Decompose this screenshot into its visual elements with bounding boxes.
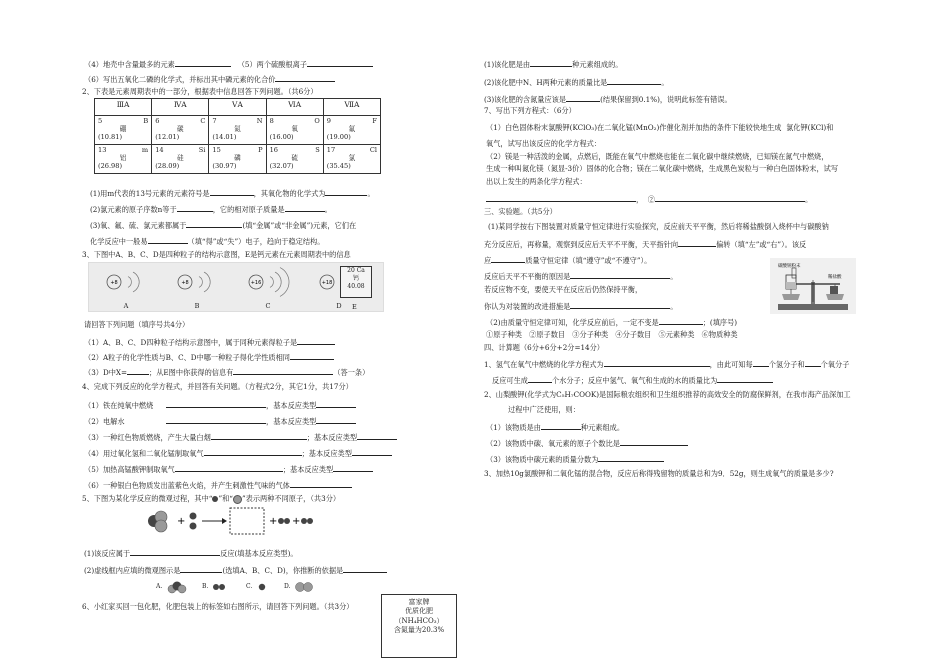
answer-blank[interactable] xyxy=(598,453,664,462)
q2-3c-text: 化学反应中一般易 xyxy=(90,237,148,246)
answer-blank[interactable] xyxy=(211,431,307,440)
answer-blank[interactable] xyxy=(148,235,188,244)
option-a-icon[interactable] xyxy=(165,580,189,594)
element-cell xyxy=(266,145,323,174)
q7-2-num-2: ② xyxy=(647,195,655,204)
element-cell xyxy=(266,116,323,145)
q3-intro: 请回答下列问题（填序号共4分） xyxy=(84,320,190,329)
answer-blank[interactable] xyxy=(285,203,325,212)
q4-3-type: ；基本反应类型 xyxy=(306,433,358,442)
answer-blank[interactable] xyxy=(352,447,392,456)
q7-2b-text: 生成一种叫氮化镁（氮显-3价）固体的化合物；镁在二氧化碳中燃烧，生成黑色炭粒与一种白色固体粉末，试写 xyxy=(486,164,839,173)
q2-1-text: (1)用m代表的13号元素的元素符号是 xyxy=(90,189,210,198)
c1e-text: 反应可生成 xyxy=(492,376,528,385)
answer-blank[interactable] xyxy=(805,358,821,367)
element-name: 硼 xyxy=(119,125,127,134)
q5-1b-text: 反应(填基本反应类型)。 xyxy=(220,549,298,558)
element-name: 硫 xyxy=(291,154,298,163)
atom-label: C xyxy=(265,302,271,310)
answer-blank[interactable] xyxy=(175,463,283,472)
nucleus-charge: +8 xyxy=(181,280,189,286)
atomic-number: 17 xyxy=(326,146,336,154)
answer-blank[interactable] xyxy=(655,193,805,202)
answer-blank[interactable] xyxy=(180,564,222,573)
e2b-text: ；(填序号) xyxy=(702,318,738,327)
q3-3c-text: （答一条） xyxy=(333,368,370,377)
element-name: 氧 xyxy=(291,125,298,134)
answer-blank[interactable] xyxy=(316,415,356,424)
c2-1b-text: 种元素组成。 xyxy=(580,423,625,432)
calcium-element-box xyxy=(340,266,372,298)
ca-name: 钙 xyxy=(352,274,359,282)
e1c-text: 偏转（填“左”或“右”）。该反 xyxy=(716,240,807,249)
balance-label-1: 碳酸钠粉末 xyxy=(778,264,801,269)
element-symbol: O xyxy=(314,117,320,125)
group-header: ⅦA xyxy=(323,99,380,116)
option-d-icon[interactable] xyxy=(294,580,316,594)
answer-blank[interactable] xyxy=(357,431,397,440)
answer-blank[interactable] xyxy=(130,547,220,556)
reaction-diagram xyxy=(140,504,330,538)
option-a-label: A. xyxy=(156,583,163,590)
answer-blank[interactable] xyxy=(333,463,373,472)
answer-blank[interactable] xyxy=(290,479,352,488)
q4-5-text: （5）加热高锰酸钾制取氧气 xyxy=(84,465,175,474)
q5-2-text: (2)虚线框内应填的微观图示是 xyxy=(84,566,181,575)
atomic-mass: (10.81) xyxy=(98,133,123,142)
q7-1b-text: 氯化钾(KCl)和 xyxy=(786,123,834,132)
e1g-text: 若反应物不变，要使天平在反应后仍然保持平衡， xyxy=(484,285,643,294)
r1b-text: 种元素组成的。 xyxy=(572,60,623,69)
atomic-mass: (12.01) xyxy=(155,133,180,142)
nucleus-charge: +16 xyxy=(250,280,262,286)
answer-blank[interactable] xyxy=(620,437,688,446)
answer-blank[interactable] xyxy=(166,415,266,424)
c2-1-text: （1）该物质是由 xyxy=(486,423,541,432)
q7-1-text: （1）白色固体粉末氯酸钾(KClO₃)在二氧化锰(MnO₂)作催化剂并加热的条件下能较快地生成 xyxy=(486,123,782,132)
r3b-text: (结果保留到0.1%)，说明此标签有错误。 xyxy=(600,95,732,104)
nucleus-charge: +18 xyxy=(321,280,333,286)
q4-4-type: ；基本反应类型 xyxy=(301,449,352,458)
answer-blank[interactable] xyxy=(325,187,367,196)
answer-blank[interactable] xyxy=(541,421,581,430)
q1-5-text: （5）两个硫酸根离子 xyxy=(237,60,307,69)
atomic-mass: (14.01) xyxy=(212,133,237,142)
r3-text: (3)该化肥的含氮量应该是 xyxy=(484,95,567,104)
atom-structure-diagram xyxy=(98,265,154,310)
q2-3-text: (3)氧、氟、硫、氯元素都属于 xyxy=(90,221,187,230)
fertilizer-quality: 优质化肥 xyxy=(405,607,433,616)
q2-3b-text: (填“金属”或“非金属”)元素，它们在 xyxy=(242,221,357,230)
element-symbol: N xyxy=(256,117,263,125)
svg-text:+: + xyxy=(177,516,186,527)
q4-1-type: ，基本反应类型 xyxy=(266,401,317,410)
q4-2-type: ，基本反应类型 xyxy=(266,417,317,426)
e1b-text: 充分反应后，再称量，观察到反应后天平不平衡，天平指针向 xyxy=(484,240,679,249)
q4-3-text: （3）一种红色物质燃烧，产生大量白烟 xyxy=(84,433,211,442)
atomic-number: 13 xyxy=(98,146,107,154)
atomic-number: 9 xyxy=(326,117,331,125)
answer-blank[interactable] xyxy=(491,254,525,263)
q7-2-text: （2）镁是一种活泼的金属，点燃后，既能在氧气中燃烧也能在二氧化碳中继续燃烧，已知镁在氮气中燃烧， xyxy=(486,152,829,161)
q5-title: 5、下图为某化学反应的微观过程，其中“ xyxy=(82,494,213,503)
fertilizer-label xyxy=(381,594,457,658)
atomic-mass: (28.09) xyxy=(155,162,180,171)
option-c-label: C. xyxy=(246,583,253,590)
nucleus-charge: +8 xyxy=(110,280,118,286)
periodic-table xyxy=(94,98,381,174)
c1-text: 1、氢气在氧气中燃烧的化学方程式为 xyxy=(484,360,604,369)
answer-blank[interactable] xyxy=(316,399,356,408)
q4-1-text: （1）铁在纯氧中燃烧 xyxy=(84,401,154,410)
option-d-label: D. xyxy=(284,583,291,590)
light-atom-icon xyxy=(233,495,242,504)
fertilizer-formula: （NH₄HCO₃） xyxy=(394,616,444,625)
c1f-text: 个水分子；反应中氢气、氧气和生成的水的质量比为 xyxy=(551,376,718,385)
atomic-mass: (30.97) xyxy=(212,162,237,171)
answer-blank[interactable] xyxy=(717,374,773,383)
q5-2b-text: (选填A、B、C、D)，你推断的依据是 xyxy=(222,566,344,575)
q1-4-text: （4）地壳中含量最多的元素 xyxy=(84,60,175,69)
answer-blank[interactable] xyxy=(175,58,231,67)
group-header: ⅣA xyxy=(152,99,209,116)
q3-2-text: （2）A粒子的化学性质与B、C、D中哪一种粒子得化学性质相同 xyxy=(84,353,290,362)
c2-3-text: （3）该物质中碳元素的质量分数为 xyxy=(486,455,599,464)
element-symbol: m xyxy=(141,146,149,154)
atom-structure-diagram xyxy=(240,265,296,310)
balance-apparatus-image xyxy=(770,258,856,314)
atomic-mass: (26.98) xyxy=(98,162,123,171)
c1d-text: 个氧分子 xyxy=(820,360,850,369)
atomic-number: 8 xyxy=(269,117,274,125)
answer-blank[interactable] xyxy=(530,58,572,67)
q5-options xyxy=(156,580,336,594)
answer-blank[interactable] xyxy=(566,93,600,102)
q2-2-text: (2)氯元素的原子序数n等于 xyxy=(90,205,177,214)
atomic-number: 6 xyxy=(155,117,160,125)
element-symbol: B xyxy=(143,117,149,125)
atom-label: D xyxy=(336,302,342,310)
q4-4-text: （4）用过氧化氢和二氧化锰制取氧气 xyxy=(84,449,204,458)
answer-blank[interactable] xyxy=(678,238,716,247)
atomic-number: 14 xyxy=(155,146,164,154)
svg-text:+: + xyxy=(292,516,301,527)
answer-blank[interactable] xyxy=(604,358,710,367)
group-header: ⅤA xyxy=(209,99,266,116)
element-name: 氟 xyxy=(348,125,356,134)
c2b-text: 过程中广泛使用，则： xyxy=(508,405,580,414)
atom-shell-icon xyxy=(240,265,296,299)
ca-symbol: Ca xyxy=(356,267,365,274)
c2-text: 2、山梨酸钾(化学式为C₅H₇COOK)是国际粮农组织和卫生组织推荐的高效安全的防腐保鲜剂，在我市海产品深加工 xyxy=(484,390,851,399)
q4-6-text: （6）一种银白色物质发出蓝紫色火焰，并产生刺激性气味的气体 xyxy=(84,481,290,490)
reactant-molecule-2 xyxy=(190,513,197,530)
answer-blank[interactable] xyxy=(659,316,703,325)
sec3-title: 三、实验题。（共5分） xyxy=(484,207,557,216)
e2-text: （2)由质量守恒定律可知，化学反应前后，一定不变是 xyxy=(486,318,659,327)
element-symbol: C xyxy=(200,117,206,125)
element-symbol: Si xyxy=(198,146,206,154)
atomic-number: 7 xyxy=(212,117,217,125)
group-header: ⅥA xyxy=(266,99,323,116)
ca-number: 20 xyxy=(347,267,355,274)
fertilizer-brand: 富家牌 xyxy=(408,598,430,606)
e1f-text: 反应后天平不平衡的原因是 xyxy=(484,272,571,281)
q2-3d-text: （填“得”或“失”）电子，趋向于稳定结构。 xyxy=(187,237,325,246)
e1d-text: 应 xyxy=(484,256,492,265)
atom-label: A xyxy=(123,302,129,310)
c3-text: 3、加热10g氯酸钾和二氧化锰的混合物，反应后称得残留物的质量总和为9．52g，则生成氧气的质量是多少? xyxy=(484,469,834,478)
answer-blank[interactable] xyxy=(486,193,636,202)
reactant-molecule-1 xyxy=(148,511,167,532)
element-name: 氮 xyxy=(234,125,241,134)
balance-label-2: 稀盐酸 xyxy=(828,275,842,280)
element-name: 碳 xyxy=(176,125,184,134)
element-cell xyxy=(323,145,380,174)
q5-title-end: ”表示两种不同原子，（共3分） xyxy=(241,494,341,503)
answer-blank[interactable] xyxy=(290,351,334,360)
atomic-mass: (19.00) xyxy=(326,133,351,142)
ca-box-label: E xyxy=(352,303,357,311)
element-symbol: S xyxy=(315,146,320,154)
element-cell xyxy=(152,145,209,174)
q2-title: 2、下表是元素周期表中的一部分，根据表中信息回答下列问题。（共6分） xyxy=(82,87,318,96)
element-cell xyxy=(95,145,152,174)
atomic-mass: (16.00) xyxy=(269,133,294,142)
q1-6-text: （6）写出五氧化二磷的化学式，并标出其中磷元素的化合价 xyxy=(84,75,276,84)
sec4-title: 四、计算题（6分+6分+2分=14分） xyxy=(484,343,604,352)
c1c-text: 个氢分子和 xyxy=(768,360,805,369)
answer-blank[interactable] xyxy=(607,76,661,85)
atom-structure-diagrams xyxy=(98,265,377,310)
element-symbol: F xyxy=(372,117,377,125)
element-symbol: P xyxy=(258,146,263,154)
element-name: 铝 xyxy=(119,154,127,163)
group-header: ⅢA xyxy=(95,99,152,116)
atomic-number: 16 xyxy=(269,146,278,154)
fertilizer-nitrogen: 含氮量为20.3% xyxy=(393,626,445,635)
answer-blank[interactable] xyxy=(570,300,670,309)
c1b-text: ，由此可知每 xyxy=(709,360,753,369)
element-name: 氯 xyxy=(348,154,356,163)
element-cell xyxy=(209,116,266,145)
atomic-mass: (35.45) xyxy=(326,162,351,171)
unknown-product-box xyxy=(230,508,264,534)
e1e-text: 质量守恒定律（填“遵守”或“不遵守”）。 xyxy=(525,256,652,265)
q7-1c-text: 氧气，试写出该反应的化学方程式： xyxy=(486,139,602,148)
e1-text: (1)某同学按右下图装置对质量守恒定律进行实验探究，反应前天平平衡，然后将稀盐酸倒入烧杯中与碳酸钠 xyxy=(488,222,829,231)
ca-mass: 40.08 xyxy=(347,282,365,290)
q6-title: 6、小红家买回一包化肥，化肥包装上的标签如右图所示，请回答下列问题。（共3分） xyxy=(82,602,354,611)
element-cell xyxy=(209,145,266,174)
answer-blank[interactable] xyxy=(307,58,373,67)
atom-label: B xyxy=(194,302,200,310)
e1h-text: 你认为对装置的改进措施是 xyxy=(484,302,571,311)
answer-blank[interactable] xyxy=(570,270,670,279)
element-name: 磷 xyxy=(234,154,241,163)
q4-title: 4、完成下列反应的化学方程式，并回答有关问题。（方程式2分，其它1分，共17分） xyxy=(82,382,353,391)
c2-2-text: （2）该物质中碳、氧元素的原子个数比是 xyxy=(486,439,620,448)
answer-blank[interactable] xyxy=(186,219,242,228)
answer-blank[interactable] xyxy=(210,187,254,196)
q7-title: 7、写出下列方程式：（6分） xyxy=(484,106,576,115)
q3-3-text: （3）D中X= xyxy=(84,368,128,377)
svg-text:+: + xyxy=(269,516,278,527)
q2-2b-text: ，它的相对原子质量是 xyxy=(212,205,285,214)
q4-2-text: （2）电解水 xyxy=(84,417,125,426)
q5-1-text: (1)该反应属于 xyxy=(84,549,131,558)
answer-blank[interactable] xyxy=(297,336,335,345)
option-b-label: B. xyxy=(202,583,209,590)
answer-blank[interactable] xyxy=(233,366,333,375)
q3-3b-text: ；从E图中你获得的信息有 xyxy=(149,368,234,377)
r2-text: (2)该化肥中N、H两种元素的质量比是 xyxy=(484,78,608,87)
q5-title-mid: ”和“ xyxy=(218,494,233,503)
atom-structure-diagram xyxy=(169,265,225,310)
r1-text: (1)该化肥是由 xyxy=(484,60,531,69)
answer-blank[interactable] xyxy=(343,564,387,573)
element-cell xyxy=(323,116,380,145)
q2-1b-text: ，其氧化物的化学式为 xyxy=(253,189,326,198)
atom-shell-icon xyxy=(98,265,154,299)
option-c-icon[interactable] xyxy=(256,580,270,594)
element-symbol: Cl xyxy=(369,146,377,154)
atomic-number: 15 xyxy=(212,146,221,154)
answer-blank[interactable] xyxy=(753,358,769,367)
answer-blank[interactable] xyxy=(177,203,213,212)
q3-1-text: （1）A、B、C、D四种粒子结构示意图中，属于同种元素得粒子是 xyxy=(84,338,298,347)
answer-blank[interactable] xyxy=(528,374,552,383)
element-cell xyxy=(95,116,152,145)
option-b-icon[interactable] xyxy=(212,580,228,594)
e2-options: ①原子种类 ②原子数目 ③分子种类 ④分子数目 ⑤元素种类 ⑥物质种类 xyxy=(486,330,738,339)
q4-5-type: ；基本反应类型 xyxy=(282,465,334,474)
atom-shell-icon xyxy=(169,265,225,299)
atomic-number: 5 xyxy=(98,117,103,125)
atomic-mass: (32.07) xyxy=(269,162,294,171)
element-name: 硅 xyxy=(176,154,184,163)
element-cell xyxy=(152,116,209,145)
answer-blank[interactable] xyxy=(166,399,266,408)
q7-2c-text: 出以上发生的两条化学方程式： xyxy=(486,177,587,186)
answer-blank[interactable] xyxy=(127,366,149,375)
answer-blank[interactable] xyxy=(275,73,335,82)
answer-blank[interactable] xyxy=(204,447,302,456)
q3-title: 3、下图中A、B、C、D是四种粒子的结构示意图，E是钙元素在元素周期表中的信息 xyxy=(82,250,351,259)
